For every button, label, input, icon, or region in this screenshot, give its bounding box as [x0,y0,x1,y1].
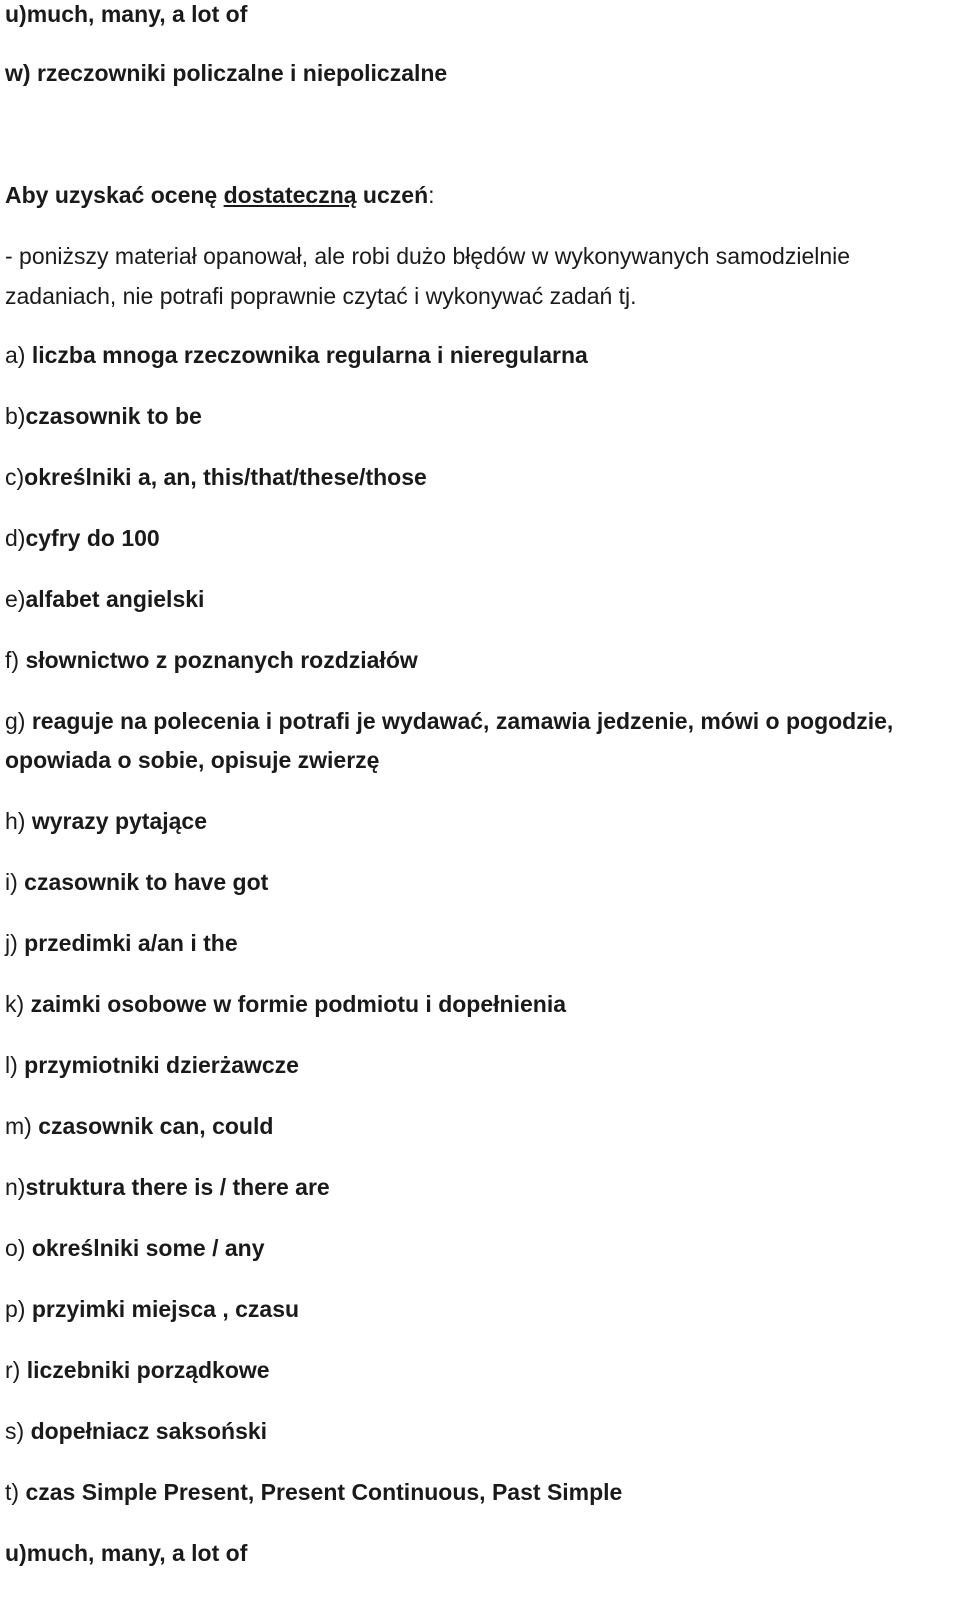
list-item-m [5,1112,273,1140]
list-item-prefix: l) [5,1052,25,1078]
list-item-text: przyimki miejsca , czasu [31,1296,300,1322]
list-item-c [5,463,427,491]
list-item-a [5,341,588,369]
list-item-text: określniki a, an, this/that/these/those [24,464,427,490]
list-item-prefix: n) [5,1174,26,1200]
list-item-prefix: f) [5,647,26,673]
list-item-text: czasownik can, could [38,1113,274,1139]
list-item-prefix: e) [5,586,26,612]
list-item-b [5,402,202,430]
list-item-text: cyfry do 100 [25,525,160,551]
grade-heading-lead: Aby uzyskać ocenę [5,182,224,208]
list-item-prefix: g) [5,708,32,734]
list-item-prefix: r) [5,1357,27,1383]
list-item-text: liczebniki porządkowe [26,1357,270,1383]
list-item-p [5,1295,299,1323]
list-item-f [5,646,418,674]
list-item-prefix: o) [5,1235,32,1261]
list-item-g [5,707,893,735]
list-item-text: przymiotniki dzierżawcze [24,1052,299,1078]
grade-description-line-1: - poniższy materiał opanował, ale robi dużo błędów w wykonywanych samodzielnie [5,243,851,269]
list-item-prefix: j) [5,930,25,956]
list-item-i [5,868,268,896]
list-item-text: czasownik to be [25,403,202,429]
list-item-prefix: m) [5,1113,39,1139]
list-item-r [5,1356,270,1384]
list-item-text: alfabet angielski [25,586,205,612]
bottom-item-u: u)much, many, a lot of [5,1540,248,1566]
list-item-n [5,1173,330,1201]
list-item-prefix: d) [5,525,26,551]
list-item-prefix: b) [5,403,26,429]
top-item-u: u)much, many, a lot of [5,1,248,27]
list-item-l [5,1051,299,1079]
list-item-text: liczba mnoga rzeczownika regularna i nieregularna [31,342,588,368]
list-item-k [5,990,566,1018]
list-item-d [5,524,160,552]
list-item-o [5,1234,265,1262]
list-item-text: określniki some / any [31,1235,265,1261]
list-item-prefix: p) [5,1296,32,1322]
list-item-text: przedimki a/an i the [24,930,238,956]
list-item-text: zaimki osobowe w formie podmiotu i dopełnienia [30,991,566,1017]
list-item-prefix: a) [5,342,32,368]
list-item-prefix: c) [5,464,25,490]
list-item-t [5,1478,622,1506]
list-item-j [5,929,238,957]
list-item-text: struktura there is / there are [25,1174,330,1200]
list-item-text: reaguje na polecenia i potrafi je wydawać, zamawia jedzenie, mówi o pogodzie, [31,708,894,734]
list-item-prefix: i) [5,869,25,895]
list-item-h [5,807,207,835]
list-item-text: dopełniacz saksoński [30,1418,268,1444]
list-item-text: wyrazy pytające [31,808,208,834]
list-item-text: czas Simple Present, Present Continuous, Past Simple [25,1479,623,1505]
list-item-text: czasownik to have got [24,869,269,895]
top-item-w: w) rzeczowniki policzalne i niepoliczalne [5,60,448,86]
list-item-s [5,1417,267,1445]
list-item-text: opowiada o sobie, opisuje zwierzę [5,747,380,773]
list-item-prefix: t) [5,1479,26,1505]
grade-word: dostateczną [223,182,357,208]
list-item-e [5,585,204,613]
list-item-g-continued [5,746,379,774]
grade-heading-colon: : [428,182,435,208]
grade-heading-trail: uczeń [356,182,429,208]
list-item-prefix: s) [5,1418,31,1444]
list-item-prefix: h) [5,808,32,834]
grade-heading [5,181,435,209]
list-item-prefix: k) [5,991,31,1017]
grade-description-line-2: zadaniach, nie potrafi poprawnie czytać i wykonywać zadań tj. [5,283,637,309]
list-item-text: słownictwo z poznanych rozdziałów [25,647,418,673]
